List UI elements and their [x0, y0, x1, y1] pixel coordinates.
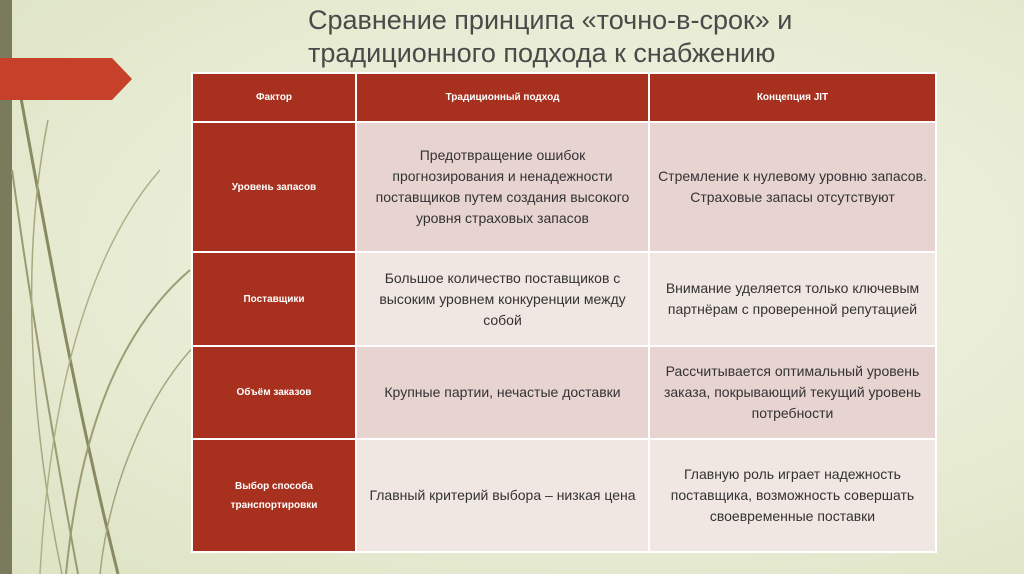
- row-factor-cell: Поставщики: [192, 252, 356, 346]
- table-row: [192, 252, 936, 346]
- slide-title: [308, 4, 948, 70]
- row-traditional-cell: Крупные партии, нечастые доставки: [356, 346, 649, 439]
- row-jit-cell: Главную роль играет надежность поставщика, возможность совершать своевременные поставки: [649, 439, 936, 552]
- row-factor-cell: Выбор способа транспортировки: [192, 439, 356, 552]
- row-factor-cell: Уровень запасов: [192, 122, 356, 252]
- header-factor: Фактор: [192, 73, 356, 122]
- title-line-1: Сравнение принципа «точно-в-срок» и: [308, 5, 793, 35]
- table-row: [192, 346, 936, 439]
- row-traditional-cell: Главный критерий выбора – низкая цена: [356, 439, 649, 552]
- row-jit-cell: Внимание уделяется только ключевым партнёрам с проверенной репутацией: [649, 252, 936, 346]
- row-traditional-cell: Большое количество поставщиков с высоким уровнем конкуренции между собой: [356, 252, 649, 346]
- table-header-row: [192, 73, 936, 122]
- arrow-tab-icon: [0, 58, 132, 100]
- row-jit-cell: Рассчитывается оптимальный уровень заказа, покрывающий текущий уровень потребности: [649, 346, 936, 439]
- comparison-table: [191, 72, 937, 553]
- row-factor-cell: Объём заказов: [192, 346, 356, 439]
- header-jit: Концепция JIT: [649, 73, 936, 122]
- title-line-2: традиционного подхода к снабжению: [308, 38, 776, 68]
- table-row: [192, 439, 936, 552]
- row-jit-cell: Стремление к нулевому уровню запасов. Страховые запасы отсутствуют: [649, 122, 936, 252]
- row-traditional-cell: Предотвращение ошибок прогнозирования и ненадежности поставщиков путем создания высокого уровня страховых запасов: [356, 122, 649, 252]
- header-traditional: Традиционный подход: [356, 73, 649, 122]
- table-row: [192, 122, 936, 252]
